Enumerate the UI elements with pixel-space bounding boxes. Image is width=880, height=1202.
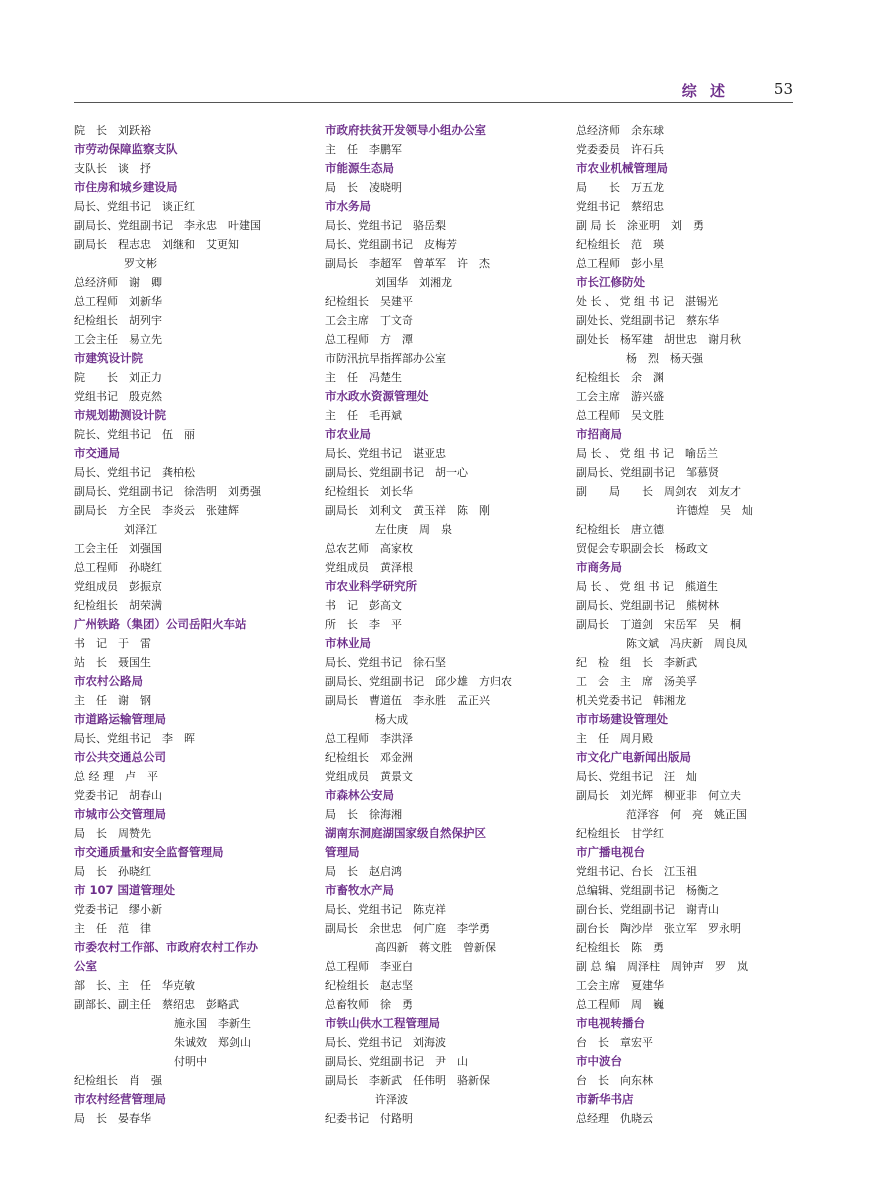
person-entry: 局长、党组书记 龚柏松 [74, 466, 195, 479]
person-entry: 党委书记 缪小新 [74, 903, 162, 916]
column-middle [325, 121, 565, 1128]
person-continuation: 陈文斌 冯庆新 周良凤 [626, 637, 747, 650]
person-entry: 局长、党组书记 骆岳梨 [325, 219, 446, 232]
org-heading: 市铁山供水工程管理局 [325, 1016, 440, 1030]
person-entry: 总工程师 彭小星 [576, 257, 664, 270]
person-entry: 副局长、党组副书记 邹慕贤 [576, 466, 719, 479]
org-heading: 广州铁路（集团）公司岳阳火车站 [74, 617, 247, 631]
person-entry: 纪检组长 吴建平 [325, 295, 413, 308]
org-heading: 市城市公交管理局 [74, 807, 166, 821]
org-heading: 市电视转播台 [576, 1016, 645, 1030]
column-right [576, 121, 816, 1128]
person-entry: 院长、党组书记 伍 丽 [74, 428, 195, 441]
person-entry: 站 长 聂国生 [74, 656, 151, 669]
person-entry: 副局长、党组副书记 尹 山 [325, 1055, 468, 1068]
person-entry: 纪检组长 甘学红 [576, 827, 664, 840]
person-entry: 局 长 凌晓明 [325, 181, 402, 194]
person-entry: 主 任 谢 钢 [74, 694, 151, 707]
person-entry: 总工程师 方 潭 [325, 333, 413, 346]
person-entry: 总编辑、党组副书记 杨衡之 [576, 884, 719, 897]
person-entry: 副局长 程志忠 刘继和 艾更知 [74, 238, 239, 251]
person-entry: 副局长、党组副书记 李永忠 叶建国 [74, 219, 261, 232]
person-entry: 纪委书记 付路明 [325, 1112, 413, 1125]
person-entry: 局 长 孙晓红 [74, 865, 151, 878]
org-heading: 市规划勘测设计院 [74, 408, 166, 422]
org-heading: 市长江修防处 [576, 275, 645, 289]
person-entry: 副局长、党组副书记 胡一心 [325, 466, 468, 479]
person-entry: 局长、党组书记 李 晖 [74, 732, 195, 745]
org-heading: 市广播电视台 [576, 845, 645, 859]
person-entry: 纪检组长 赵志坚 [325, 979, 413, 992]
org-heading: 市畜牧水产局 [325, 883, 394, 897]
person-entry: 副局长 丁道剑 宋岳军 吴 桐 [576, 618, 741, 631]
person-entry: 台 长 向东林 [576, 1074, 653, 1087]
person-entry: 主 任 冯楚生 [325, 371, 402, 384]
person-continuation: 杨大成 [375, 713, 408, 726]
person-entry: 副处长 杨军建 胡世忠 谢月秋 [576, 333, 741, 346]
person-continuation: 左仕庚 周 泉 [375, 523, 452, 536]
person-entry: 纪检组长 陈 勇 [576, 941, 664, 954]
person-entry: 党组书记 蔡绍忠 [576, 200, 664, 213]
person-entry: 总经理 仇晓云 [576, 1112, 653, 1125]
person-entry: 工 会 主 席 汤美孚 [576, 675, 697, 688]
person-entry: 局长、党组书记 汪 灿 [576, 770, 697, 783]
org-heading: 市农业机械管理局 [576, 161, 668, 175]
person-entry: 主 任 范 律 [74, 922, 151, 935]
person-entry: 总农艺师 高家枚 [325, 542, 413, 555]
person-entry: 局 长 、 党 组 书 记 喻岳兰 [576, 447, 718, 460]
person-continuation: 杨 烈 杨天强 [626, 352, 703, 365]
page-number: 53 [773, 80, 793, 98]
org-heading: 市农业科学研究所 [325, 579, 417, 593]
person-entry: 机关党委书记 韩湘龙 [576, 694, 686, 707]
person-entry: 党委委员 许石兵 [576, 143, 664, 156]
person-entry: 局长、党组书记 刘海波 [325, 1036, 446, 1049]
section-title: 综 述 [681, 82, 729, 100]
person-entry: 党组成员 黄景文 [325, 770, 413, 783]
person-entry: 局长、党组书记 谈正红 [74, 200, 195, 213]
person-entry: 处 长 、 党 组 书 记 湛锡光 [576, 295, 718, 308]
person-continuation: 施永国 李新生 [174, 1017, 251, 1030]
person-entry: 纪检组长 胡列宇 [74, 314, 162, 327]
person-entry: 总工程师 孙晓红 [74, 561, 162, 574]
org-heading: 市劳动保障监察支队 [74, 142, 178, 156]
person-entry: 总工程师 刘新华 [74, 295, 162, 308]
org-heading: 市商务局 [576, 560, 622, 574]
person-continuation: 付明中 [174, 1055, 207, 1068]
person-continuation: 刘泽江 [124, 523, 157, 536]
org-heading: 市水务局 [325, 199, 371, 213]
person-continuation: 朱诚效 郑剑山 [174, 1036, 251, 1049]
person-entry: 纪检组长 邓金洲 [325, 751, 413, 764]
person-entry: 工会主任 刘强国 [74, 542, 162, 555]
org-heading: 市公共交通总公司 [74, 750, 166, 764]
person-entry: 纪 检 组 长 李新武 [576, 656, 697, 669]
person-entry: 总工程师 李亚白 [325, 960, 413, 973]
person-entry: 工会主席 丁文奇 [325, 314, 413, 327]
person-entry: 副局长 刘光辉 柳亚非 何立夫 [576, 789, 741, 802]
person-entry: 总经济师 余东球 [576, 124, 664, 137]
org-heading: 市委农村工作部、市政府农村工作办 [74, 940, 258, 954]
person-entry: 副 局 长 涂亚明 刘 勇 [576, 219, 704, 232]
person-entry: 局长、党组书记 徐石坚 [325, 656, 446, 669]
person-entry: 副处长、党组副书记 蔡东华 [576, 314, 719, 327]
column-left [74, 121, 314, 1128]
person-entry: 工会主席 夏建华 [576, 979, 664, 992]
person-entry: 局 长 晏春华 [74, 1112, 151, 1125]
person-entry: 院 长 刘跃裕 [74, 124, 151, 137]
person-continuation: 高四新 蒋文胜 曾新保 [375, 941, 496, 954]
person-entry: 总工程师 李洪泽 [325, 732, 413, 745]
person-continuation: 罗文彬 [124, 257, 157, 270]
person-entry: 党组成员 黄泽根 [325, 561, 413, 574]
person-entry: 工会主任 易立先 [74, 333, 162, 346]
person-entry: 副台长 陶沙岸 张立军 罗永明 [576, 922, 741, 935]
person-continuation: 许泽波 [375, 1093, 408, 1106]
org-heading: 市能源生态局 [325, 161, 394, 175]
person-entry: 纪检组长 范 瑛 [576, 238, 664, 251]
org-heading: 湖南东洞庭湖国家级自然保护区 [325, 826, 486, 840]
person-entry: 副局长 曹道伍 李永胜 孟正兴 [325, 694, 490, 707]
person-entry: 总工程师 周 巍 [576, 998, 664, 1011]
person-entry: 副 总 编 周泽柱 周钟声 罗 岚 [576, 960, 748, 973]
org-heading: 市住房和城乡建设局 [74, 180, 178, 194]
person-entry: 副局长 方全民 李炎云 张建辉 [74, 504, 239, 517]
person-entry: 副部长、副主任 蔡绍忠 彭略武 [74, 998, 239, 1011]
person-continuation: 许德煌 吴 灿 [676, 504, 753, 517]
org-heading: 市中波台 [576, 1054, 622, 1068]
person-entry: 纪检组长 唐立德 [576, 523, 664, 536]
person-entry: 局 长 徐海湘 [325, 808, 402, 821]
person-entry: 局长、党组书记 陈克祥 [325, 903, 446, 916]
person-entry: 党组成员 彭振京 [74, 580, 162, 593]
org-heading: 市森林公安局 [325, 788, 394, 802]
person-entry: 局 长 周赞先 [74, 827, 151, 840]
person-entry: 总工程师 吴文胜 [576, 409, 664, 422]
org-heading: 市水政水资源管理处 [325, 389, 429, 403]
org-heading: 市农村经营管理局 [74, 1092, 166, 1106]
person-entry: 副局长 李新武 任伟明 骆新保 [325, 1074, 490, 1087]
person-entry: 工会主席 游兴盛 [576, 390, 664, 403]
person-entry: 主 任 李鹏军 [325, 143, 402, 156]
org-heading: 市建筑设计院 [74, 351, 143, 365]
org-heading: 市交通质量和安全监督管理局 [74, 845, 224, 859]
person-entry: 局 长 万五龙 [576, 181, 664, 194]
person-entry: 书 记 彭高文 [325, 599, 402, 612]
person-entry: 台 长 章宏平 [576, 1036, 653, 1049]
person-entry: 副 局 长 周剑农 刘友才 [576, 485, 741, 498]
person-entry: 市防汛抗旱指挥部办公室 [325, 352, 446, 365]
person-entry: 主 任 周月殿 [576, 732, 653, 745]
org-heading: 公室 [74, 959, 97, 973]
person-entry: 副局长、党组副书记 邱少雄 方归农 [325, 675, 512, 688]
person-entry: 纪检组长 余 渊 [576, 371, 664, 384]
person-entry: 院 长 刘正力 [74, 371, 162, 384]
person-entry: 局长、党组副书记 皮梅芳 [325, 238, 457, 251]
org-heading: 市 107 国道管理处 [74, 883, 176, 897]
org-heading: 市新华书店 [576, 1092, 634, 1106]
person-entry: 书 记 于 雷 [74, 637, 151, 650]
person-entry: 总 经 理 卢 平 [74, 770, 158, 783]
org-heading: 管理局 [325, 845, 360, 859]
person-entry: 支队长 谈 抒 [74, 162, 151, 175]
person-entry: 总经济师 谢 卿 [74, 276, 162, 289]
person-entry: 部 长、主 任 华克敏 [74, 979, 195, 992]
person-entry: 副局长 李超军 曾革军 许 杰 [325, 257, 490, 270]
org-heading: 市农村公路局 [74, 674, 143, 688]
person-entry: 所 长 李 平 [325, 618, 402, 631]
person-continuation: 刘国华 刘湘龙 [375, 276, 452, 289]
org-heading: 市文化广电新闻出版局 [576, 750, 691, 764]
person-entry: 局 长 、 党 组 书 记 熊道生 [576, 580, 718, 593]
person-entry: 主 任 毛再斌 [325, 409, 402, 422]
person-entry: 局长、党组书记 谌亚忠 [325, 447, 446, 460]
person-entry: 副局长 刘利文 黄玉祥 陈 刚 [325, 504, 490, 517]
org-heading: 市招商局 [576, 427, 622, 441]
person-entry: 副局长、党组副书记 熊树林 [576, 599, 719, 612]
org-heading: 市农业局 [325, 427, 371, 441]
page-header [74, 72, 793, 103]
person-entry: 纪检组长 刘长华 [325, 485, 413, 498]
person-entry: 纪检组长 肖 强 [74, 1074, 162, 1087]
org-heading: 市市场建设管理处 [576, 712, 668, 726]
org-heading: 市政府扶贫开发领导小组办公室 [325, 123, 486, 137]
person-entry: 副局长 余世忠 何广庭 李学勇 [325, 922, 490, 935]
org-heading: 市林业局 [325, 636, 371, 650]
person-entry: 党委书记 胡春山 [74, 789, 162, 802]
person-entry: 党组书记、台长 江玉祖 [576, 865, 697, 878]
person-entry: 局 长 赵启鸿 [325, 865, 402, 878]
person-entry: 总畜牧师 徐 勇 [325, 998, 413, 1011]
org-heading: 市交通局 [74, 446, 120, 460]
person-entry: 副局长、党组副书记 徐浩明 刘勇强 [74, 485, 261, 498]
person-entry: 党组书记 殷克然 [74, 390, 162, 403]
person-entry: 副台长、党组副书记 谢青山 [576, 903, 719, 916]
person-entry: 纪检组长 胡荣满 [74, 599, 162, 612]
person-continuation: 范泽容 何 亮 姚正国 [626, 808, 747, 821]
person-entry: 贸促会专职副会长 杨政文 [576, 542, 708, 555]
org-heading: 市道路运输管理局 [74, 712, 166, 726]
